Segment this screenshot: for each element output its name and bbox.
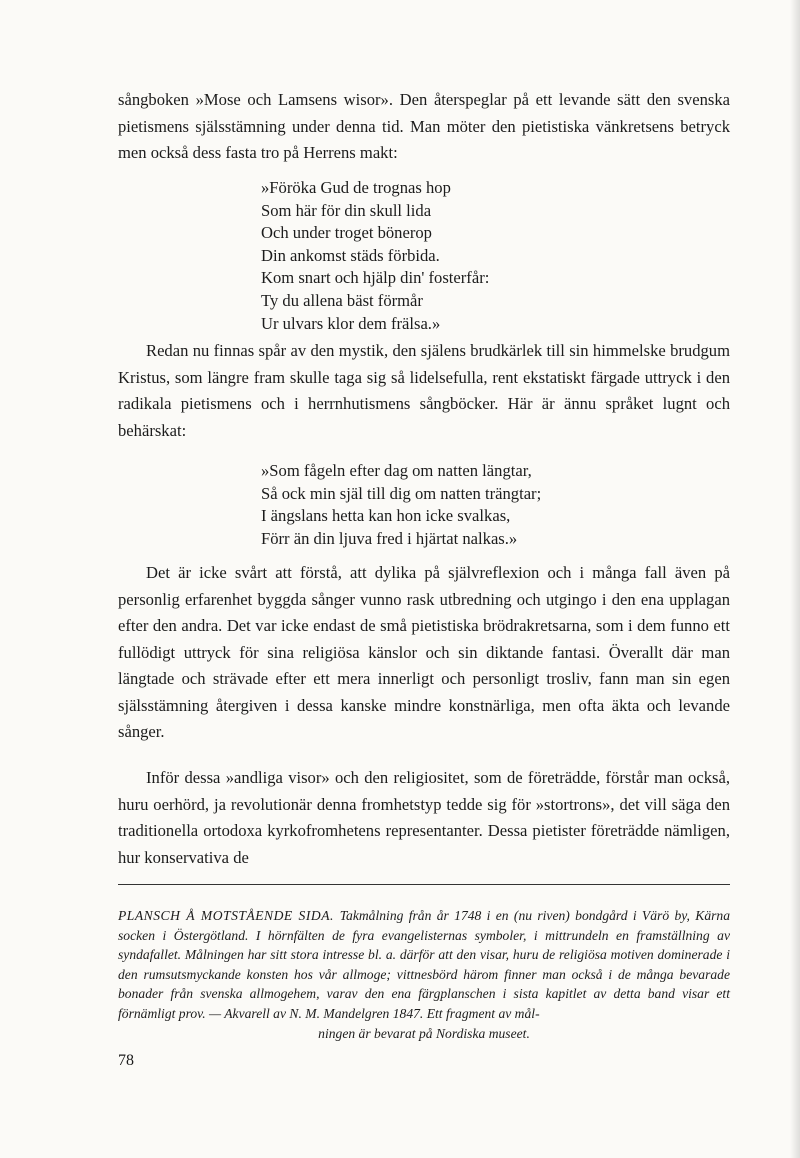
paragraph-1: [118, 87, 730, 167]
poem-1: [261, 177, 489, 335]
paragraph-4: [118, 765, 730, 871]
caption-divider: [118, 884, 730, 885]
poem-2-line: Så ock min själ till dig om natten trängtar;: [261, 483, 542, 503]
paragraph-2-text: Redan nu finnas spår av den mystik, den själens brudkärlek till sin himmelske brudgum Kristus, som längre fram skulle taga sig så lidelsefulla, rent ekstatiskt färgade uttryck i den radikala pietismens och i herrnhutismens sångböcker. Här är ännu språket lugnt och behärskat:: [118, 341, 730, 440]
paragraph-3: [118, 560, 730, 746]
caption-heading: PLANSCH Å MOTSTÅENDE SIDA.: [118, 908, 340, 923]
plate-caption: [118, 906, 730, 1043]
caption-body: Takmålning från år 1748 i en (nu riven) bondgård i Värö by, Kärna socken i Östergötland. I hörnfälten de fyra evangelisternas symboler, i mittrundeln en framställning av syndafallet. Målningen har sitt stora intresse bl. a. därför att den visar, huru de religiösa motiven dominerade i den rumsutsmyckande konsten hos vår allmoge; vittnesbörd härom finner man också i de många bevarade bonader från svenska allmogehem, varav den ena färgplanschen i sista kapitlet av detta band visar ett förnämligt prov. — Akvarell av N. M. Mandelgren 1847. Ett fragment av mål-: [118, 908, 730, 1021]
poem-2: [261, 460, 541, 550]
poem-2-line: »Som fågeln efter dag om natten längtar,: [261, 461, 532, 480]
poem-1-line: Och under troget bönerop: [261, 223, 432, 243]
poem-1-line: Som här för din skull lida: [261, 200, 432, 220]
poem-1-line: Ur ulvars klor dem frälsa.»: [261, 313, 441, 333]
poem-2-line: Förr än din ljuva fred i hjärtat nalkas.»: [261, 528, 518, 548]
page-number: 78: [118, 1052, 134, 1069]
paragraph-4-text: Inför dessa »andliga visor» och den religiositet, som de företrädde, förstår man också, huru oerhörd, ja revolutionär denna fromhetstyp tedde sig för »stortrons», det vill säga den traditionella ortodoxa kyrkofromhetens representanter. Dessa pietister företrädde nämligen, hur konservativa de: [118, 768, 730, 867]
caption-last-line: ningen är bevarat på Nordiska museet.: [318, 1025, 530, 1041]
paragraph-2: [118, 338, 730, 444]
poem-1-line: Din ankomst städs förbida.: [261, 245, 440, 265]
page-edge-shadow: [790, 0, 800, 1158]
paragraph-3-text: Det är icke svårt att förstå, att dylika på självreflexion och i många fall även på personlig erfarenhet byggda sånger vunno rask utbredning och utgingo i den ena upplagan efter den andra. Det var icke endast de små pietistiska brödrakretsarna, som i dem funno ett fullödigt uttryck för sina religiösa känslor och sin diktande fantasi. Överallt där man längtade och strävade efter ett mera innerligt och personligt trosliv, fann man sin egen själsstämning återgiven i dessa kanske mindre konstnärliga, men ofta äkta och levande sånger.: [118, 563, 730, 741]
paragraph-1-text: sångboken »Mose och Lamsens wisor». Den återspeglar på ett levande sätt den svenska pietismens själsstämning under denna tid. Man möter den pietistiska vänkretsens betryck men också dess fasta tro på Herrens makt:: [118, 90, 730, 162]
poem-2-line: I ängslans hetta kan hon icke svalkas,: [261, 506, 511, 526]
poem-1-line: Ty du allena bäst förmår: [261, 290, 423, 310]
poem-1-line: »Föröka Gud de trognas hop: [261, 178, 451, 197]
poem-1-line: Kom snart och hjälp din' fosterfår:: [261, 268, 490, 288]
